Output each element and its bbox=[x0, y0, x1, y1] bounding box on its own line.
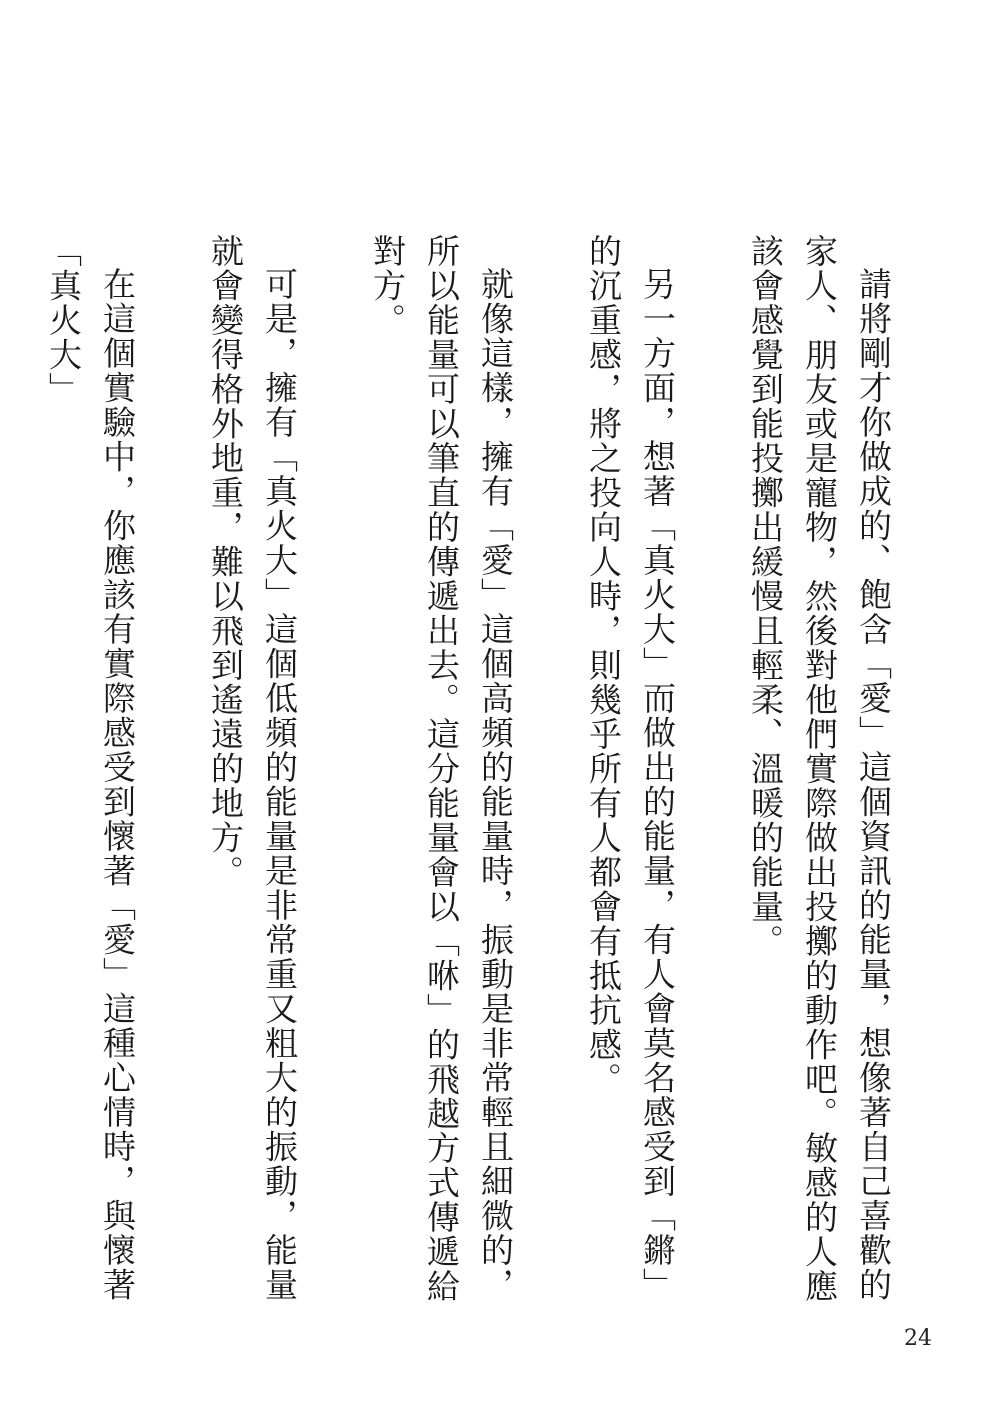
paragraph-1: 請將剛才你做成的、飽含「愛」這個資訊的能量，想像著自己喜歡的家人、朋友或是寵物，然後對他們實際做出投擲的動作吧。敏感的人應該會感覺到能投擲出緩慢且輕柔、溫暖的能量。 bbox=[746, 234, 893, 1304]
paragraph-3: 就像這樣，擁有「愛」這個高頻的能量時，振動是非常輕且細微的，所以能量可以筆直的傳遞出去。這分能量會以「咻」的飛越方式傳遞給對方。 bbox=[368, 234, 515, 1304]
page-number: 24 bbox=[904, 1326, 932, 1351]
vertical-text-body bbox=[44, 234, 900, 1314]
paragraph-5: 在這個實驗中，你應該有實際感受到懷著「愛」這種心情時，與懷著「真火大」 bbox=[44, 234, 137, 1302]
paragraph-4: 可是，擁有「真火大」這個低頻的能量是非常重又粗大的振動，能量就會變得格外地重，難以飛到遙遠的地方。 bbox=[206, 234, 299, 1302]
paragraph-2: 另一方面，想著「真火大」而做出的能量，有人會莫名感受到「鏘」的沉重感，將之投向人時，則幾乎所有人都會有抵抗感。 bbox=[584, 234, 677, 1302]
